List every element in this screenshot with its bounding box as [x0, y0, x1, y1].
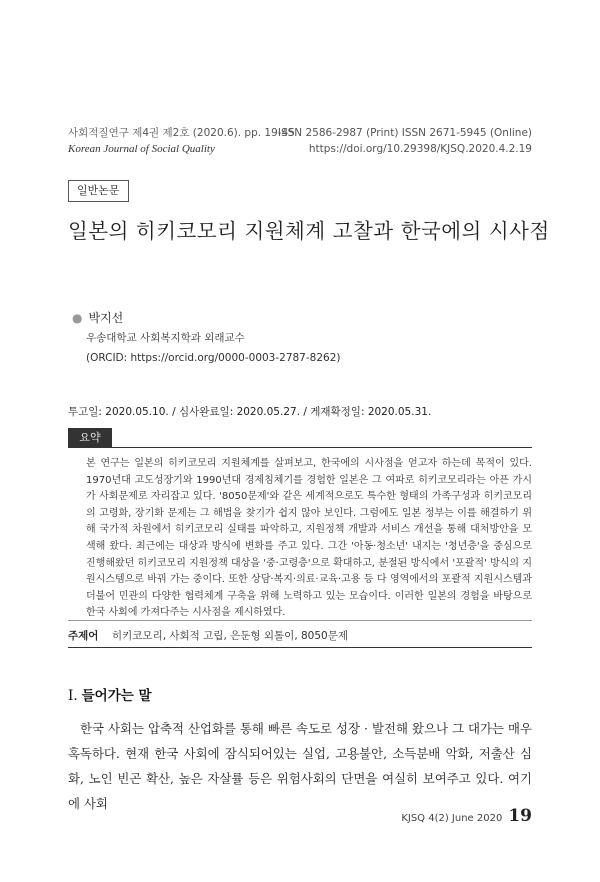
- issn: ISSN 2586-2987 (Print) ISSN 2671-5945 (Online): [277, 127, 532, 139]
- journal-name: Korean Journal of Social Quality: [68, 143, 215, 155]
- abstract-bottom-rule: [68, 620, 532, 621]
- doi-link[interactable]: https://doi.org/10.29398/KJSQ.2020.4.2.19: [308, 143, 532, 155]
- keywords-rule: [68, 647, 532, 648]
- keywords-text: 히키코모리, 사회적 고립, 은둔형 외톨이, 8050문제: [112, 630, 348, 642]
- citation: 사회적질연구 제4권 제2호 (2020.6). pp. 19-45: [68, 127, 295, 139]
- page-number: 19: [508, 806, 532, 826]
- section-title: 들어가는 말: [81, 688, 152, 704]
- submission-dates: 투고일: 2020.05.10. / 심사완료일: 2020.05.27. / 게재확정일: 2020.05.31.: [68, 406, 432, 418]
- author-affiliation-block: [86, 328, 340, 368]
- author-affiliation: 우송대학교 사회복지학과 외래교수: [86, 332, 245, 344]
- abstract-top-rule: [68, 447, 532, 448]
- running-footer: KJSQ 4(2) June 2020: [401, 813, 503, 824]
- header-citation-block: [68, 125, 295, 157]
- keywords-label: 주제어: [68, 630, 99, 642]
- abstract-text: 본 연구는 일본의 히키코모리 지원체계를 살펴보고, 한국에의 시사점을 얻고자 하는데 목적이 있다. 1970년대 고도성장기와 1990년대 경제침체기를 경험한 일본은 그 여파로 히키코모리라는 아픈 가시가 사회문제로 자리잡고 있다. '8050문제'와 같은 세계적으로도 특수한 형태의 가족구성과 히키코모리의 고령화, 장기화 문제는 그 해법을 찾기가 쉽지 않아 보인다. 그럼에도 일본 정부는 이를 해결하기 위해 국가적 차원에서 히키코모리 실태를 파악하고, 지원정책 개발과 서비스 개선을 통해 대처방안을 모색해 왔다. 최근에는 대상과 방식에 변화를 주고 있다. 그간 '아동·청소년' 내지는 '청년층'을 중심으로 진행해왔던 히키코모리 지원정책 대상을 '중·고령층'으로 확대하고, 분절된 방식에서 '포괄적' 방식의 지원시스템으로 바꿔 가는 중이다. 또한 상담·복지·의료·교육·고용 등 다 영역에서의 포괄적 지원시스템과 더불어 민관의 다양한 협력체계 구축을 위해 노력하고 있는 모습이다. 이러한 일본의 경험을 바탕으로 한국 사회에 가져다주는 시사점을 제시하였다.: [86, 458, 532, 619]
- body-paragraph: 한국 사회는 압축적 산업화를 통해 빠른 속도로 성장 · 발전해 왔으나 그 대가는 매우 혹독하다. 현재 한국 사회에 잠식되어있는 실업, 고용불안, 소득분배 악화, 저출산 심화, 노인 빈곤 확산, 높은 자살률 등은 위험사회의 단면을 여실히 보여주고 있다. 여기에 사회: [68, 721, 532, 811]
- section-heading: [68, 684, 152, 704]
- section-number: Ⅰ.: [68, 688, 78, 704]
- author-name: 박지선: [88, 311, 124, 325]
- author-orcid[interactable]: (ORCID: https://orcid.org/0000-0003-2787-8262): [86, 352, 341, 364]
- header-identifier-block: [278, 125, 532, 157]
- bullet-icon: ●: [72, 311, 83, 325]
- paper-title: 일본의 히키코모리 지원체계 고찰과 한국에의 시사점: [68, 219, 550, 243]
- page-footer: [401, 806, 532, 826]
- abstract-label: 요약: [68, 428, 112, 448]
- author-block: [72, 308, 123, 328]
- article-type-badge: 일반논문: [68, 180, 129, 202]
